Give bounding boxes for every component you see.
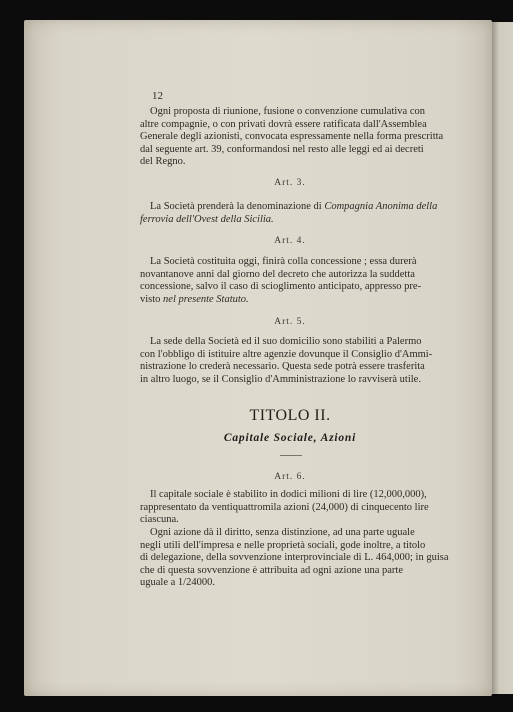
section-title: TITOLO II. (249, 407, 331, 424)
adjacent-page-edge (490, 22, 513, 694)
art5-line: con l'obbligo di istituire altre agenzie dovunque il Consiglio d'Ammi- (140, 348, 433, 360)
article-6-para-1 (140, 489, 440, 527)
article-4-text (140, 256, 440, 306)
article-4-heading: Art. 4. (274, 236, 306, 246)
art6-line: negli utili dell'impresa e nelle proprietà sociali, gode inoltre, a titolo (140, 539, 426, 551)
art4-line: novantanove anni dal giorno del decreto che autorizza la suddetta (140, 268, 415, 280)
article-3-text (140, 201, 440, 226)
art5-line: La sede della Società ed il suo domicilio sono stabiliti a Palermo (150, 336, 422, 347)
intro-line: altre compagnie, o con privati dovrà essere ratificata dall'Assemblea (140, 118, 427, 130)
art6-line: di delegazione, della sovvenzione interprovinciale di L. 464,000; in guisa (140, 552, 449, 564)
art5-line: in altro luogo, se il Consiglio d'Amministrazione lo ravviserà utile. (140, 373, 421, 385)
article-3-heading: Art. 3. (274, 178, 306, 188)
intro-line: del Regno. (140, 156, 186, 168)
art6-line: Il capitale sociale è stabilito in dodici milioni di lire (12,000,000), (150, 489, 427, 500)
art3-company-name-cont: ferrovia dell'Ovest della Sicilia. (140, 213, 274, 225)
article-6-para-2 (140, 527, 449, 590)
art4-line: visto (140, 293, 164, 305)
section-divider (280, 455, 302, 456)
art6-line: ciascuna. (140, 514, 179, 526)
intro-line: Generale degli azionisti, convocata espressamente nella forma prescritta (140, 131, 444, 143)
art5-line: nistrazione lo crederà necessario. Questa sede potrà essere trasferita (140, 361, 425, 373)
art4-line: La Società costituita oggi, finirà colla concessione ; essa durerà (150, 256, 417, 267)
art3-company-name: Compagnia Anonima della (324, 201, 438, 212)
intro-line: Ogni proposta di riunione, fusione o convenzione cumulativa con (150, 106, 425, 117)
art6-line: uguale a 1/24000. (140, 577, 215, 589)
article-5-heading: Art. 5. (274, 317, 306, 327)
intro-line: dal seguente art. 39, conformandosi nel resto alle leggi ed ai decreti (140, 143, 424, 155)
page-number: 12 (152, 90, 163, 102)
art4-line: concessione, salvo il caso di scioglimento anticipato, appresso pre- (140, 281, 422, 293)
art4-statute: nel presente Statuto. (163, 293, 249, 305)
art3-text: La Società prenderà la denominazione di (150, 201, 325, 212)
intro-paragraph (140, 106, 444, 169)
article-6-heading: Art. 6. (274, 472, 306, 482)
art6-line: Ogni azione dà il diritto, senza distinzione, ad una parte uguale (150, 527, 415, 538)
art6-line: rappresentato da ventiquattromila azioni (24,000) di cinquecento lire (140, 501, 429, 513)
section-subtitle: Capitale Sociale, Azioni (223, 432, 357, 444)
art6-line: che di questa sovvenzione è attribuita ad ogni azione una parte (140, 564, 403, 576)
article-5-text (140, 336, 440, 386)
